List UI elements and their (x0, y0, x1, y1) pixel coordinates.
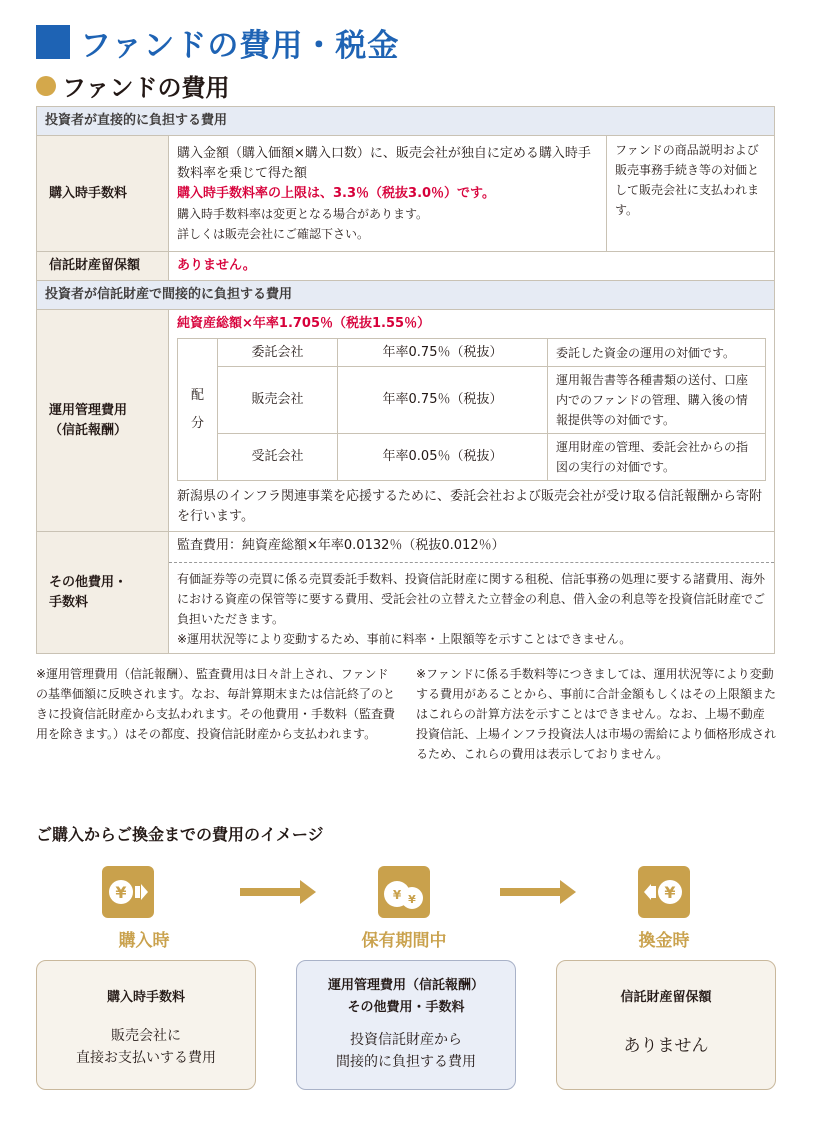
distribution-party: 受託会社 (218, 434, 338, 481)
distribution-label (178, 339, 218, 481)
footnote-left: ※運用管理費用（信託報酬）、監査費用は日々計上され、ファンドの基準価額に反映されます。なお、毎計算期末または信託終了のときに投資信託財産から支払われます。その他費用・手数料（監査費用を除きます。）はその都度、投資信託財産から支払われます。 (36, 667, 396, 741)
management-fee-label-2: （信託報酬） (49, 422, 128, 438)
box-body: 直接お支払いする費用 (76, 1050, 216, 1066)
other-fee-note: ※運用状況等により変動するため、事前に料率・上限額等を示すことはできません。 (177, 632, 632, 646)
distribution-rate: 年率0.75％（税抜） (338, 339, 548, 367)
other-fee-body: 有価証券等の売買に係る売買委託手数料、投資信託財産に関する租税、信託事務の処理に要する諸費用、海外における資産の保管等に要する費用、受託会社の立替えた立替金の利息、借入金の利息等を投資信託財産でご負担いただきます。 (177, 572, 766, 626)
section-heading (36, 68, 230, 103)
box-body: 販売会社に (111, 1028, 181, 1044)
distribution-row (178, 339, 766, 367)
reserve-row (37, 252, 775, 281)
distribution-label-1: 配 (190, 387, 204, 403)
box-title: その他費用・手数料 (347, 1000, 465, 1015)
other-fee-detail (169, 532, 775, 654)
svg-text:¥: ¥ (115, 883, 127, 902)
bullet-dot-icon (36, 76, 56, 96)
purchase-fee-line4: 詳しくは販売会社にご確認下さい。 (177, 226, 370, 241)
purchase-fee-line1: 購入金額（購入価額×購入口数）に、販売会社が独自に定める購入時手数料率を乗じて得た額 (177, 145, 591, 181)
distribution-table (177, 338, 766, 481)
box-title: 信託財産留保額 (620, 990, 712, 1005)
management-fee-total: 純資産総額×年率1.705％（税抜1.55％） (177, 316, 431, 331)
holding-cost-box (296, 960, 516, 1090)
box-title: 購入時手数料 (106, 990, 185, 1005)
purchase-fee-note: ファンドの商品説明および販売事務手続き等の対価として販売会社に支払われます。 (607, 136, 775, 252)
stage-holding: 保有期間中 (361, 931, 447, 951)
purchase-fee-row (37, 136, 775, 252)
distribution-party: 販売会社 (218, 367, 338, 434)
other-fee-label-1: その他費用・ (49, 574, 128, 590)
svg-text:¥: ¥ (392, 888, 402, 902)
other-fee-label-2: 手数料 (49, 594, 89, 610)
purchase-fee-cap: 購入時手数料率の上限は、3.3％（税抜3.0％）です。 (177, 185, 496, 201)
fee-table (36, 106, 775, 654)
box-body: 間接的に負担する費用 (336, 1054, 476, 1070)
stage-redemption: 換金時 (638, 931, 690, 951)
direct-cost-header-row (37, 107, 775, 136)
distribution-row (178, 434, 766, 481)
distribution-party: 委託会社 (218, 339, 338, 367)
audit-fee-text: 監査費用：純資産総額×年率0.0132％（税抜0.012％） (177, 538, 505, 553)
reserve-label: 信託財産留保額 (37, 252, 169, 281)
distribution-row (178, 367, 766, 434)
management-fee-label-1: 運用管理費用 (49, 402, 128, 418)
indirect-cost-header: 投資者が信託財産で間接的に負担する費用 (37, 281, 775, 310)
yen-bags-icon (378, 866, 430, 918)
purchase-cost-box (36, 960, 256, 1090)
management-fee-row (37, 310, 775, 532)
direct-cost-header: 投資者が直接的に負担する費用 (37, 107, 775, 136)
donation-text: 新潟県のインフラ関連事業を応援するために、委託会社および販売会社が受け取る信託報酬から寄附を行います。 (177, 489, 763, 524)
distribution-desc: 運用報告書等各種書類の送付、口座内でのファンドの管理、購入後の情報提供等の対価です。 (548, 367, 766, 434)
arrow-right-icon (240, 888, 302, 896)
box-title: 運用管理費用（信託報酬） (327, 978, 484, 993)
other-fee-label (37, 532, 169, 654)
purchase-fee-detail (169, 136, 607, 252)
page-title (36, 22, 399, 62)
distribution-label-2: 分 (190, 415, 204, 431)
reserve-value: ありません。 (169, 252, 775, 281)
yen-out-icon (638, 866, 690, 918)
distribution-desc: 委託した資金の運用の対価です。 (548, 339, 766, 367)
section-heading-text: ファンドの費用 (62, 74, 230, 102)
dashed-divider (169, 562, 774, 563)
title-square-icon (36, 25, 70, 59)
management-fee-detail (169, 310, 775, 532)
yen-in-icon (102, 866, 154, 918)
redemption-cost-box (556, 960, 776, 1090)
svg-text:¥: ¥ (664, 883, 676, 902)
indirect-cost-header-row (37, 281, 775, 310)
box-body: 投資信託財産から (350, 1032, 462, 1048)
distribution-desc: 運用財産の管理、委託会社からの指図の実行の対価です。 (548, 434, 766, 481)
page-title-text: ファンドの費用・税金 (80, 27, 400, 64)
distribution-rate: 年率0.05％（税抜） (338, 434, 548, 481)
svg-text:¥: ¥ (408, 893, 416, 906)
management-fee-label (37, 310, 169, 532)
other-fee-row (37, 532, 775, 654)
distribution-rate: 年率0.75％（税抜） (338, 367, 548, 434)
stage-purchase: 購入時 (118, 931, 170, 951)
cost-image-title: ご購入からご換金までの費用のイメージ (36, 825, 324, 844)
footnote-right: ※ファンドに係る手数料等につきましては、運用状況等により変動する費用があることから、事前に合計金額もしくはその上限額またはこれらの計算方法を示すことはできません。なお、上場不動産投資信託、上場インフラ投資法人は市場の需給により価格形成されるため、これらの費用は表示しておりません。 (416, 667, 777, 761)
purchase-fee-line3: 購入時手数料率は変更となる場合があります。 (177, 206, 429, 221)
arrow-right-icon (500, 888, 562, 896)
box-body: ありません (623, 1036, 709, 1056)
purchase-fee-label: 購入時手数料 (37, 136, 169, 252)
